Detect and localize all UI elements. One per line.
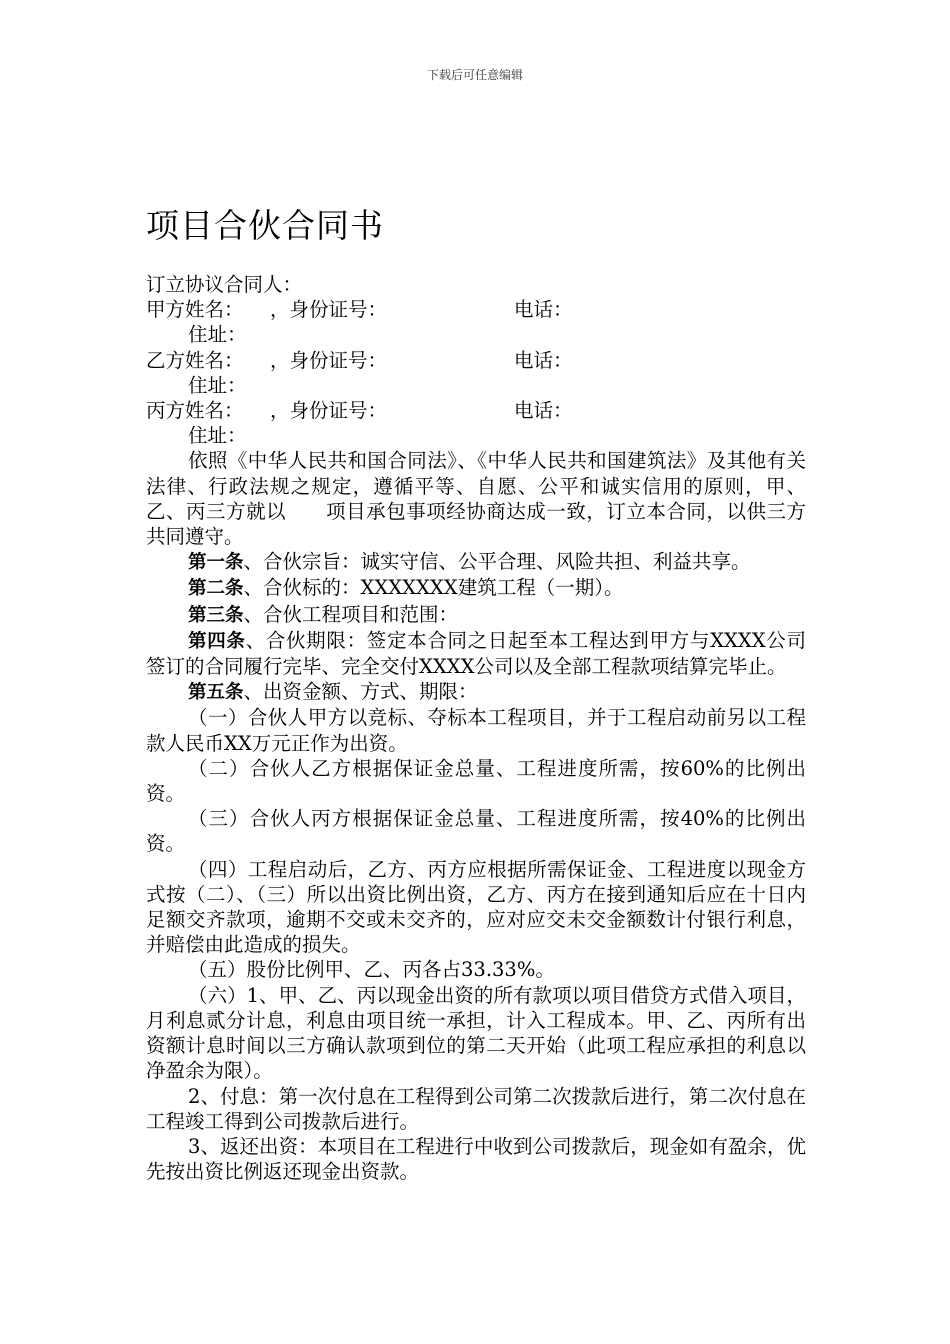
party-b-name-label: 乙方姓名： xyxy=(146,348,244,372)
party-b-phone-label: 电话： xyxy=(514,348,573,372)
party-c-id-label: ，身份证号： xyxy=(270,399,388,423)
clause-2: （二）合伙人乙方根据保证金总量、工程进度所需，按60%的比例出资。 xyxy=(146,756,806,806)
party-a-row xyxy=(146,297,806,322)
intro-label: 订立协议合同人： xyxy=(146,273,303,296)
article-1 xyxy=(146,549,806,575)
article-2-number: 第二条 xyxy=(188,578,244,600)
preamble-paragraph: 依照《中华人民共和国合同法》、《中华人民共和国建筑法》及其他有关法律、行政法规之规定，遵循平等、自愿、公平和诚实信用的原则，甲、乙、丙三方就以 项目承包事项经协商达成一致，订立本合同，以供三方共同遵守。 xyxy=(146,449,806,549)
article-5-text: 、出资金额、方式、期限： xyxy=(243,680,478,704)
article-2 xyxy=(146,575,806,601)
document-body xyxy=(146,272,806,1184)
clause-3: （三）合伙人丙方根据保证金总量、工程进度所需，按40%的比例出资。 xyxy=(146,807,806,856)
article-1-number: 第一条 xyxy=(188,552,244,574)
article-4 xyxy=(146,628,806,679)
party-c-phone-label: 电话： xyxy=(514,399,573,423)
clause-5: （五）股份比例甲、乙、丙各占33.33%。 xyxy=(188,958,555,982)
party-a-id-label: ，身份证号： xyxy=(270,298,388,322)
clause-6: （六）1、甲、乙、丙以现金出资的所有款项以项目借贷方式借入项目，月利息贰分计息，利息由项目统一承担，计入工程成本。甲、乙、丙所有出资额计息时间以三方确认款项到位的第二天开始（此项工程应承担的利息以净盈余为限）。 xyxy=(146,983,806,1083)
party-c-row xyxy=(146,398,806,423)
article-3 xyxy=(146,602,806,628)
party-b-address-label: 住址： xyxy=(188,373,247,397)
page-header: 下载后可任意编辑 xyxy=(426,68,523,82)
article-1-text: 、合伙宗旨：诚实守信、公平合理、风险共担、利益共享。 xyxy=(243,550,751,574)
clause-1: （一）合伙人甲方以竞标、夺标本工程项目，并于工程启动前另以工程款人民币XX万元正作为出资。 xyxy=(146,706,806,755)
party-a-phone-label: 电话： xyxy=(514,298,573,322)
party-b-row xyxy=(146,348,806,373)
article-4-number: 第四条 xyxy=(188,630,246,652)
party-a-name-label: 甲方姓名： xyxy=(146,298,244,322)
clause-6-2: 2、付息：第一次付息在工程得到公司第二次拨款后进行，第二次付息在工程竣工得到公司拨款后进行。 xyxy=(146,1084,806,1133)
document-title: 项目合伙合同书 xyxy=(146,206,384,245)
article-5-number: 第五条 xyxy=(188,682,244,704)
article-3-text: 、合伙工程项目和范围： xyxy=(243,602,459,626)
article-2-text: 、合伙标的：XXXXXXX建筑工程（一期）。 xyxy=(243,576,624,600)
clause-6-3: 3、返还出资：本项目在工程进行中收到公司拨款后，现金如有盈余，优先按出资比例返还现金出资款。 xyxy=(146,1134,806,1184)
party-b-id-label: ，身份证号： xyxy=(270,348,388,372)
party-c-address-label: 住址： xyxy=(188,424,247,448)
article-5 xyxy=(146,679,806,705)
clause-4: （四）工程启动后，乙方、丙方应根据所需保证金、工程进度以现金方式按（二）、（三）所以出资比例出资，乙方、丙方在接到通知后应在十日内足额交齐款项，逾期不交或未交齐的，应对应交未交金额数计付银行利息，并赔偿由此造成的损失。 xyxy=(146,857,806,957)
party-c-name-label: 丙方姓名： xyxy=(146,399,244,423)
article-4-text: 、合伙期限：签定本合同之日起至本工程达到甲方与XXXX公司签订的合同履行完毕、完全交付XXXX公司以及全部工程款项结算完毕止。 xyxy=(146,628,806,679)
article-3-number: 第三条 xyxy=(188,604,244,626)
party-a-address-label: 住址： xyxy=(188,323,247,347)
